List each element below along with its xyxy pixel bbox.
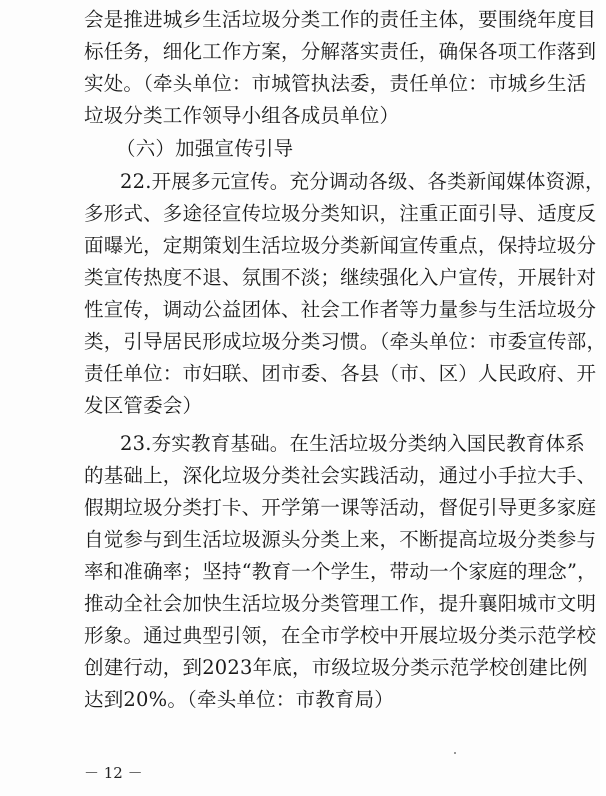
- paragraph-line: 多形式、多途径宣传垃圾分类知识，注重正面引导、适度反: [84, 202, 597, 225]
- paragraph-line: 发区管委会）: [84, 394, 203, 417]
- paragraph-line: 类宣传热度不退、氛围不淡；继续强化入户宣传，开展针对: [84, 266, 597, 289]
- paragraph-line: 创建行动，到2023年底，市级垃圾分类示范学校创建比例: [84, 656, 588, 679]
- paragraph-line: 率和准确率；坚持“教育一个学生，带动一个家庭的理念”，: [84, 560, 597, 583]
- paragraph-line: 自觉参与到生活垃圾源头分类上来，不断提高垃圾分类参与: [84, 528, 597, 551]
- paragraph-line: 性宣传，调动公益团体、社会工作者等力量参与生活垃圾分: [84, 298, 597, 321]
- paragraph-line: 标任务，细化工作方案，分解落实责任，确保各项工作落到: [84, 40, 597, 63]
- paragraph-line: 22.开展多元宣传。充分调动各级、各类新闻媒体资源，: [120, 170, 605, 193]
- paragraph-line: 面曝光，定期策划生活垃圾分类新闻宣传重点，保持垃圾分: [84, 234, 597, 257]
- page-number: － 12 －: [84, 764, 143, 782]
- paragraph-line: 类，引导居民形成垃圾分类习惯。（牵头单位：市委宣传部，: [84, 330, 606, 353]
- paragraph-line: 垃圾分类工作领导小组各成员单位）: [84, 104, 400, 127]
- paragraph-line: 形象。通过典型引领，在全市学校中开展垃圾分类示范学校: [84, 624, 597, 647]
- paragraph-line: 推动全社会加快生活垃圾分类管理工作，提升襄阳城市文明: [84, 592, 597, 615]
- paragraph-line: 假期垃圾分类打卡、开学第一课等活动，督促引导更多家庭: [84, 496, 597, 519]
- paragraph-line: 23.夯实教育基础。在生活垃圾分类纳入国民教育体系: [120, 432, 586, 455]
- paragraph-line: 实处。（牵头单位：市城管执法委，责任单位：市城乡生活: [84, 72, 587, 95]
- paragraph-line: 责任单位：市妇联、团市委、各县（市、区）人民政府、开: [84, 362, 597, 385]
- paragraph-line: 会是推进城乡生活垃圾分类工作的责任主体，要围绕年度目: [84, 8, 597, 31]
- paragraph-line: 的基础上，深化垃圾分类社会实践活动，通过小手拉大手、: [84, 464, 597, 487]
- paragraph-line: 达到20%。（牵头单位：市教育局）: [84, 688, 394, 711]
- scan-speck: [454, 752, 456, 754]
- section-heading: （六）加强宣传引导: [116, 137, 294, 160]
